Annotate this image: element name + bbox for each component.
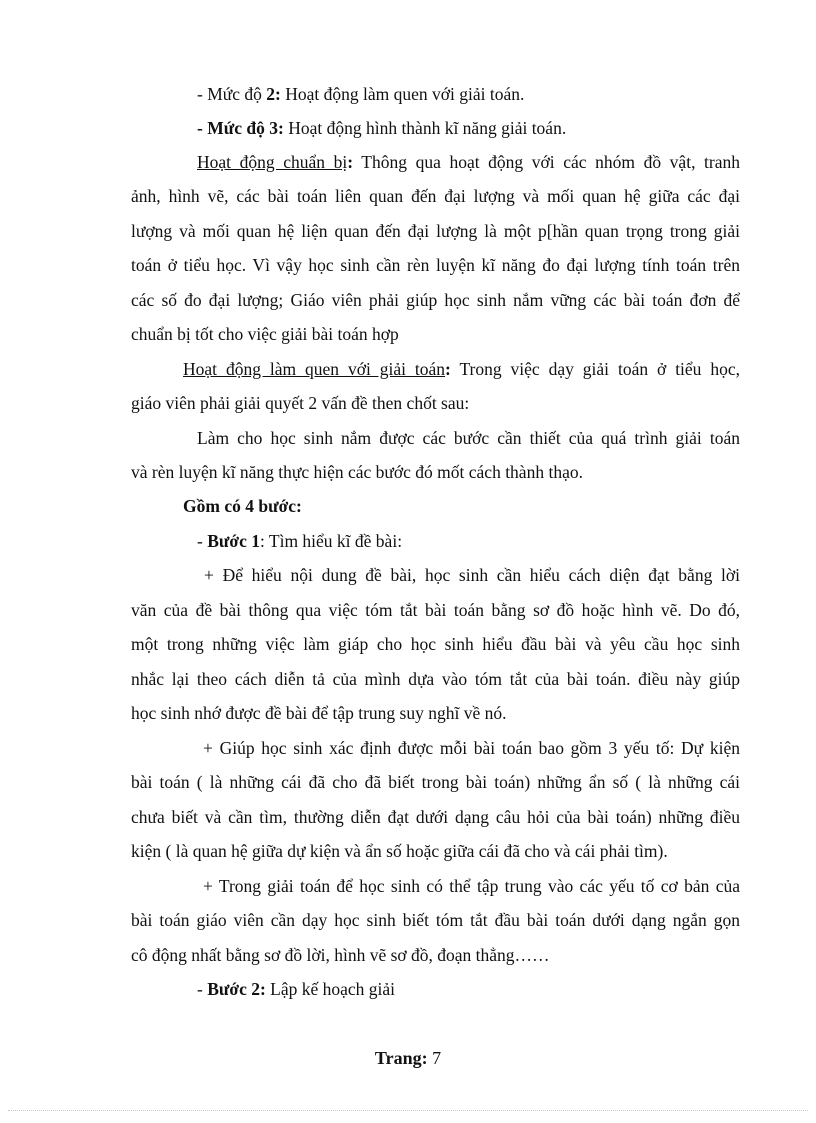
para-3-line-3: cô động nhất bằng sơ đồ lời, hình vẽ sơ đồ, đoạn thẳng…… xyxy=(131,945,550,965)
para-1-line-1: + Để hiểu nội dung đề bài, học sinh cần hiểu cách diện đạt bằng lời xyxy=(204,565,740,585)
muc-do-3-line xyxy=(197,116,566,140)
chuan-bi-text: Thông qua hoạt động với các nhóm đồ vật, tranh xyxy=(353,152,740,172)
buoc-2-dash: - xyxy=(197,979,208,999)
buoc-1-line xyxy=(197,529,402,553)
muc-do-3-prefix: - Mức độ xyxy=(197,118,270,138)
buoc-2-label: Bước 2: xyxy=(207,979,266,999)
chuan-bi-line-3: lượng và mối quan hệ liện quan đến đại lượng là một p[hần quan trọng trong giải xyxy=(131,221,740,241)
para-1-line-4: nhắc lại theo cách diễn tả của mình dựa vào tóm tắt của bài toán. điều này giúp xyxy=(131,669,740,689)
lam-quen-text: Trong việc dạy giải toán ở tiểu học, xyxy=(450,359,740,379)
chuan-bi-line-4: toán ở tiểu học. Vì vậy học sinh cần rèn luyện kĩ năng đo đại lượng tính toán trên xyxy=(131,255,740,275)
para-1-line-3: một trong những việc làm giáp cho học sinh hiểu đầu bài và yêu cầu học sinh xyxy=(131,634,740,654)
buoc-2-text: Lập kế hoạch giải xyxy=(265,979,396,999)
buoc-2-line xyxy=(197,977,395,1001)
buoc-1-text: : Tìm hiểu kĩ đề bài: xyxy=(259,531,403,551)
lam-quen-line-2: giáo viên phải giải quyết 2 vấn đề then chốt sau: xyxy=(131,393,470,413)
chuan-bi-colon: : xyxy=(347,152,354,172)
chuan-bi-heading: Hoạt động chuẩn bị xyxy=(197,152,348,172)
para-1-line-5: học sinh nhớ được đề bài để tập trung suy nghĩ về nó. xyxy=(131,703,507,723)
page-footer xyxy=(0,1048,816,1069)
para-2-line-4: kiện ( là quan hệ giữa dự kiện và ẩn số hoặc giữa cái đã cho và cái phải tìm). xyxy=(131,841,668,861)
muc-do-3-text: Hoạt động hình thành kĩ năng giải toán. xyxy=(283,118,567,138)
chuan-bi-line-1 xyxy=(197,150,740,174)
para-2-line-3: chưa biết và cần tìm, thường diễn đạt dưới dạng câu hỏi của bài toán) những điều xyxy=(131,807,740,827)
para-1-line-2: văn của đề bài thông qua việc tóm tắt bài toán bằng sơ đồ hoặc hình vẽ. Do đó, xyxy=(131,600,740,620)
muc-do-2-prefix: - Mức độ xyxy=(197,84,267,104)
lam-quen-colon: : xyxy=(445,359,451,379)
muc-do-2-text: Hoạt động làm quen với giải toán. xyxy=(280,84,525,104)
muc-do-2-line xyxy=(197,82,524,106)
lam-quen-heading: Hoạt động làm quen với giải toán xyxy=(183,359,446,379)
page-number: 7 xyxy=(427,1048,442,1068)
lam-cho-line-1: Làm cho học sinh nắm được các bước cần thiết của quá trình giải toán xyxy=(197,428,740,448)
buoc-1-dash: - xyxy=(197,531,208,551)
bottom-divider xyxy=(8,1110,808,1111)
para-2-line-2: bài toán ( là những cái đã cho đã biết trong bài toán) những ẩn số ( là những cái xyxy=(131,772,740,792)
page-number-label: Trang: xyxy=(374,1048,428,1068)
muc-do-2-num: 2: xyxy=(266,84,281,104)
lam-cho-line-2: và rèn luyện kĩ năng thực hiện các bước đó mốt cách thành thạo. xyxy=(131,462,583,482)
chuan-bi-line-5: các số đo đại lượng; Giáo viên phải giúp học sinh nắm vững các bài toán đơn để xyxy=(131,290,740,310)
muc-do-3-num: 3: xyxy=(269,118,284,138)
chuan-bi-line-2: ảnh, hình vẽ, các bài toán liên quan đến đại lượng và mối quan hệ giữa các đại xyxy=(131,186,740,206)
para-3-line-1: + Trong giải toán để học sinh có thể tập trung vào các yếu tố cơ bản của xyxy=(203,876,740,896)
chuan-bi-line-6: chuẩn bị tốt cho việc giải bài toán hợp xyxy=(131,324,399,344)
para-2-line-1: + Giúp học sinh xác định được mỗi bài toán bao gồm 3 yếu tố: Dự kiện xyxy=(203,738,740,758)
gom-co-heading: Gồm có 4 bước: xyxy=(183,496,302,516)
lam-quen-line-1 xyxy=(183,357,740,381)
buoc-1-label: Bước 1 xyxy=(207,531,260,551)
para-3-line-2: bài toán giáo viên cần dạy học sinh biết tóm tắt đầu bài toán dưới dạng ngắn gọn xyxy=(131,910,740,930)
